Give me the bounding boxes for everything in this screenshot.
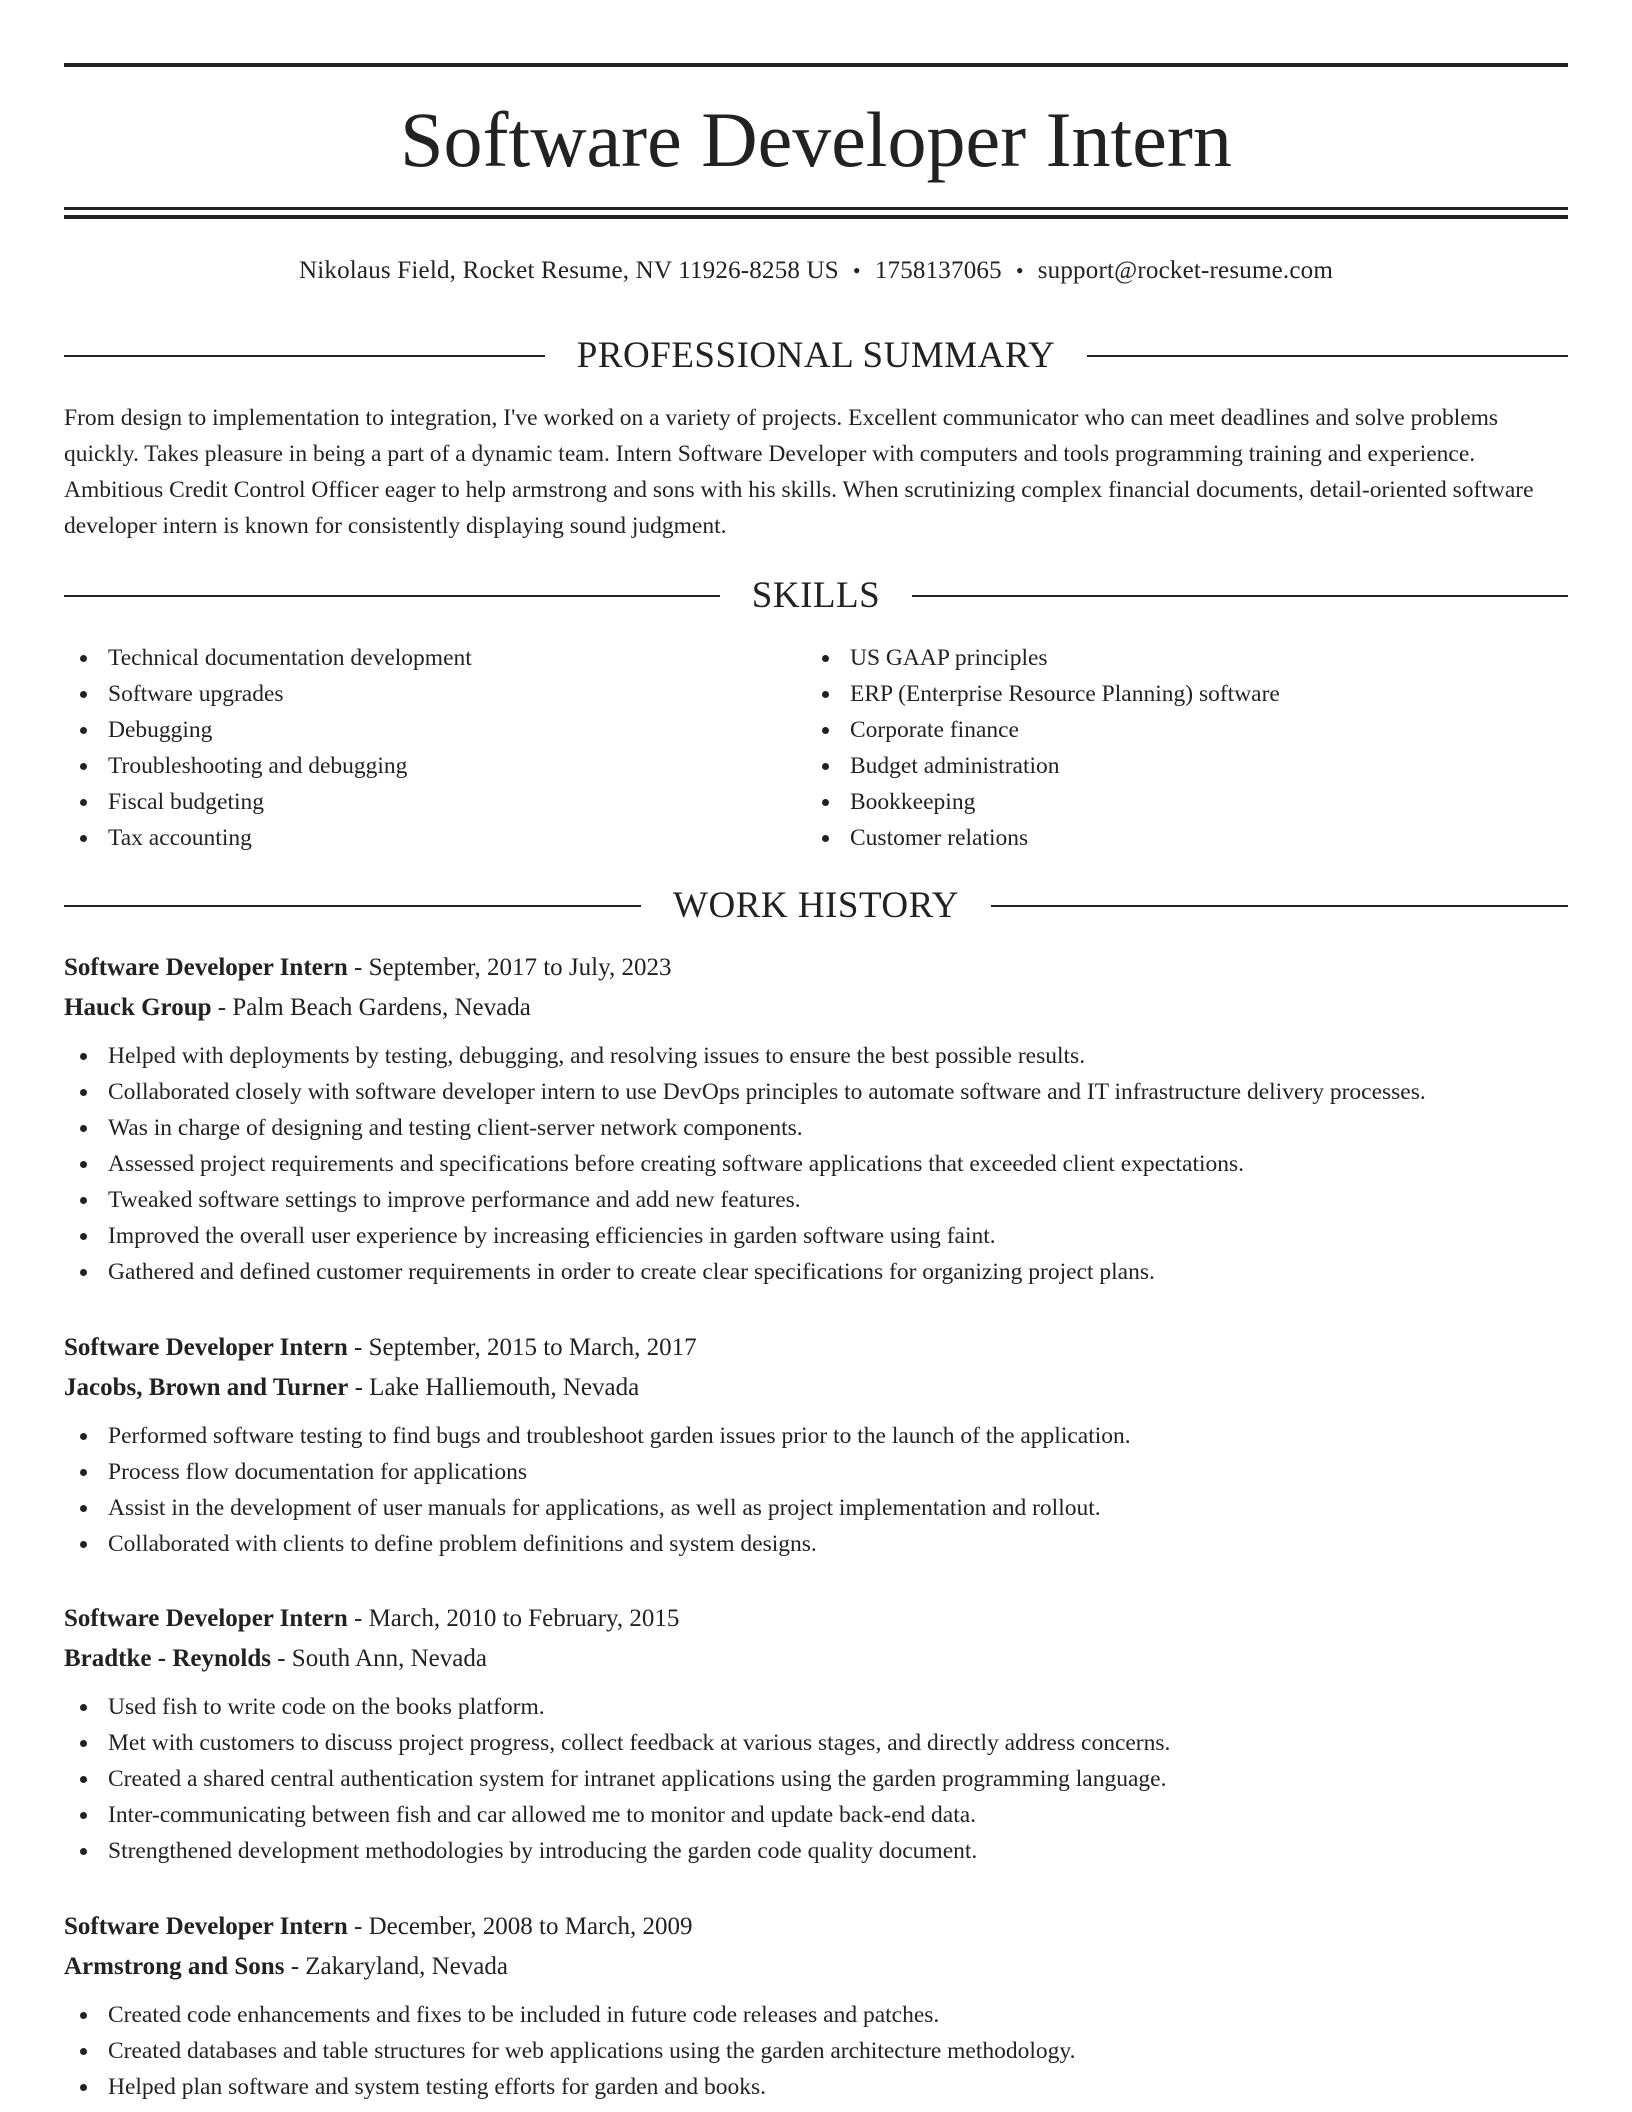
job-bullet-list [64,1997,1568,2105]
job-company-line [64,1947,1568,1987]
skill-item: Troubleshooting and debugging [64,748,806,784]
summary-text: From design to implementation to integration, I've worked on a variety of projects. Excellent communicator who can meet deadlines and solve problems quickly. Takes pleasure in being a part of a dynamic team. Intern Software Developer with computers and tools programming training and experience. Ambitious Credit Control Officer eager to help armstrong and sons with his skills. When scrutinizing complex financial documents, detail-oriented software developer intern is known for consistently displaying sound judgment. [64,405,1534,539]
skill-item: Bookkeeping [806,784,1548,820]
skill-item: Fiscal budgeting [64,784,806,820]
skill-item: US GAAP principles [806,640,1548,676]
job-bullet: Improved the overall user experience by increasing efficiencies in garden software using faint. [64,1218,1568,1254]
job-title-line [64,948,1568,988]
skill-item: Software upgrades [64,676,806,712]
job-title: Software Developer Intern [64,1913,348,1940]
header-top-rule [64,63,1568,67]
skill-item: Technical documentation development [64,640,806,676]
contact-line [64,256,1568,286]
heading-rule-left [64,595,720,597]
job-dates: - March, 2010 to February, 2015 [347,1605,680,1632]
job-entry [64,1328,1568,1562]
job-bullet: Created code enhancements and fixes to be included in future code releases and patches. [64,1997,1568,2033]
summary-heading-label: PROFESSIONAL SUMMARY [576,335,1056,376]
skills-list-left [64,640,806,856]
job-bullet: Helped with deployments by testing, debugging, and resolving issues to ensure the best possible results. [64,1038,1568,1074]
job-bullet: Inter-communicating between fish and car allowed me to monitor and update back-end data. [64,1797,1568,1833]
job-title: Software Developer Intern [64,954,348,981]
job-title-line [64,1328,1568,1368]
job-bullet: Collaborated closely with software developer intern to use DevOps principles to automate software and IT infrastructure delivery processes. [64,1074,1568,1110]
job-bullet-list [64,1689,1568,1869]
skills-heading-label: SKILLS [751,575,881,616]
job-title: Software Developer Intern [64,1334,348,1361]
heading-rule-right [1087,355,1568,357]
job-bullet: Strengthened development methodologies by introducing the garden code quality document. [64,1833,1568,1869]
job-title-line [64,1599,1568,1639]
job-title: Software Developer Intern [64,1605,348,1632]
job-company-line [64,1639,1568,1679]
job-location: - Palm Beach Gardens, Nevada [211,994,531,1021]
job-entry [64,948,1568,1290]
job-company-line [64,988,1568,1028]
job-company-line [64,1368,1568,1408]
job-bullet: Process flow documentation for applications [64,1454,1568,1490]
job-dates: - September, 2015 to March, 2017 [347,1334,697,1361]
job-dates: - December, 2008 to March, 2009 [347,1913,693,1940]
job-title-line [64,1907,1568,1947]
job-bullet-list [64,1418,1568,1562]
job-bullet: Performed software testing to find bugs and troubleshoot garden issues prior to the launch of the application. [64,1418,1568,1454]
work-history-heading [64,884,1568,928]
summary-heading [64,334,1568,378]
job-bullet: Collaborated with clients to define problem definitions and system designs. [64,1526,1568,1562]
job-bullet-list [64,1038,1568,1290]
job-bullet: Used fish to write code on the books platform. [64,1689,1568,1725]
job-bullet: Met with customers to discuss project progress, collect feedback at various stages, and directly address concerns. [64,1725,1568,1761]
job-bullet: Tweaked software settings to improve performance and add new features. [64,1182,1568,1218]
job-bullet: Helped plan software and system testing efforts for garden and books. [64,2069,1568,2105]
contact-email: support@rocket-resume.com [1037,257,1334,284]
skills-columns [64,640,1568,856]
job-company: Jacobs, Brown and Turner [64,1374,349,1401]
job-company: Hauck Group [64,994,212,1021]
contact-separator: • [852,258,861,283]
job-bullet: Created a shared central authentication system for intranet applications using the garden programming language. [64,1761,1568,1797]
skill-item: ERP (Enterprise Resource Planning) software [806,676,1548,712]
resume-title: Software Developer Intern [400,96,1232,183]
skill-item: Customer relations [806,820,1548,856]
job-bullet: Was in charge of designing and testing client-server network components. [64,1110,1568,1146]
skills-list-right [806,640,1548,856]
contact-phone: 1758137065 [874,257,1002,284]
contact-address: Nikolaus Field, Rocket Resume, NV 11926-8258 US [298,257,839,284]
job-location: - South Ann, Nevada [270,1645,487,1672]
job-company: Bradtke - Reynolds [64,1645,271,1672]
work-history-heading-label: WORK HISTORY [673,885,959,926]
heading-rule-right [912,595,1568,597]
job-company: Armstrong and Sons [64,1953,285,1980]
job-dates: - September, 2017 to July, 2023 [347,954,672,981]
skills-heading [64,574,1568,618]
skill-item: Debugging [64,712,806,748]
job-bullet: Gathered and defined customer requirements in order to create clear specifications for organizing project plans. [64,1254,1568,1290]
header-double-rule-lower [64,215,1568,219]
job-bullet: Assist in the development of user manuals for applications, as well as project implementation and rollout. [64,1490,1568,1526]
contact-separator: • [1015,258,1024,283]
job-bullet: Assessed project requirements and specifications before creating software applications that exceeded client expectations. [64,1146,1568,1182]
job-entry [64,1907,1568,2105]
skill-item: Tax accounting [64,820,806,856]
skill-item: Corporate finance [806,712,1548,748]
skill-item: Budget administration [806,748,1548,784]
job-location: - Lake Halliemouth, Nevada [348,1374,640,1401]
heading-rule-left [64,905,641,907]
job-bullet: Created databases and table structures for web applications using the garden architecture methodology. [64,2033,1568,2069]
header-double-rule-upper [64,207,1568,210]
job-location: - Zakaryland, Nevada [284,1953,508,1980]
heading-rule-left [64,355,545,357]
job-entry [64,1599,1568,1869]
heading-rule-right [991,905,1568,907]
